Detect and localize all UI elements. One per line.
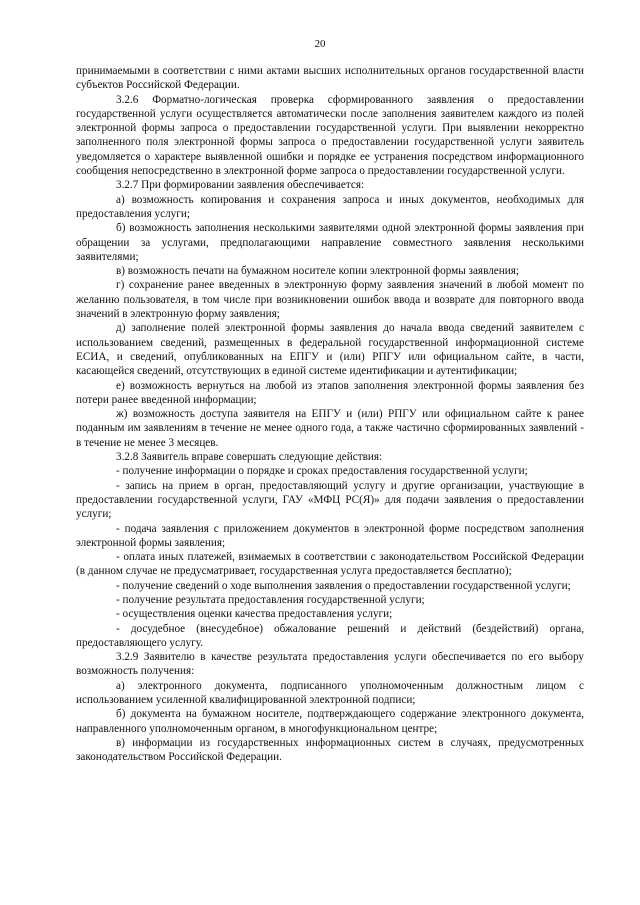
paragraph-3-2-6: 3.2.6 Форматно-логическая проверка сформированного заявления о предоставлении государственной услуги осуществляется автоматически после заполнения заявителем каждого из полей электронной формы запроса о предоставлении государственной услуги. При выявлении некорректно заполненного поля электронной формы запроса о предоставлении государственной услуги заявитель уведомляется о характере выявленной ошибки и порядке ее устранения посредством информационного сообщения непосредственно в электронной форме запроса о предоставлении государственной услуги. [76, 93, 584, 178]
list-item: - подача заявления с приложением документов в электронной форме посредством заполнения электронной формы заявления; [76, 522, 584, 549]
list-item: а) возможность копирования и сохранения запроса и иных документов, необходимых для предоставления услуги; [76, 193, 584, 220]
list-item: а) электронного документа, подписанного уполномоченным должностным лицом с использованием усиленной квалифицированной электронной подписи; [76, 679, 584, 707]
list-item: - осуществления оценки качества предоставления услуги; [116, 608, 393, 621]
list-item: д) заполнение полей электронной формы заявления до начала ввода сведений заявителем с использованием сведений, размещенных в федеральной государственной информационной системе ЕСИА, и сведений, опубликованных на ЕПГУ и (или) РПГУ или официальном сайте, в части, касающейся сведений, отсутствующих в единой системе идентификации и аутентификации; [76, 322, 584, 378]
list-item: - запись на прием в орган, предоставляющий услугу и другие организации, участвующие в предоставлении государственной услуги, ГАУ «МФЦ РС(Я)» для подачи заявления о предоставлении услуги; [76, 479, 584, 521]
paragraph-3-2-9: 3.2.9 Заявителю в качестве результата предоставления услуги обеспечивается по его выбору возможность получения: [76, 651, 584, 678]
list-item: ж) возможность доступа заявителя на ЕПГУ и (или) РПГУ или официальном сайте к ранее поданным им заявлениям в течение не менее одного года, а также частично сформированных заявлений - в течение не менее 3 месяцев. [76, 408, 584, 449]
list-item: - получение результата предоставления государственной услуги; [116, 593, 425, 606]
list-item: в) информации из государственных информационных систем в случаях, предусмотренных законодательством Российской Федерации. [76, 736, 584, 764]
list-item: в) возможность печати на бумажном носителе копии электронной формы заявления; [116, 265, 519, 278]
paragraph-3-2-8: 3.2.8 Заявитель вправе совершать следующие действия: [116, 451, 383, 464]
list-item: б) документа на бумажном носителе, подтверждающего содержание электронного документа, направленного уполномоченным органом, в многофункциональном центре; [76, 708, 584, 735]
paragraph-continuation: принимаемыми в соответствии с ними актами высших исполнительных органов государственной власти субъектов Российской Федерации. [76, 65, 584, 92]
list-item: - досудебное (внесудебное) обжалование решений и действий (бездействий) органа, предоставляющего услугу. [76, 622, 584, 649]
list-item: - получение сведений о ходе выполнения заявления о предоставлении государственной услуги; [116, 579, 571, 592]
paragraph-3-2-7: 3.2.7 При формировании заявления обеспечивается: [116, 179, 365, 192]
document-body [76, 64, 584, 765]
list-item: - оплата иных платежей, взимаемых в соответствии с законодательством Российской Федерации (в данном случае не предусматривает, государственная услуга предоставляется бесплатно); [76, 551, 584, 578]
list-item: г) сохранение ранее введенных в электронную форму заявления значений в любой момент по желанию пользователя, в том числе при возникновении ошибок ввода и возврате для повторного ввода значений в электронную форму заявления; [76, 279, 584, 321]
list-item: б) возможность заполнения несколькими заявителями одной электронной формы заявления при обращении за услугами, предполагающими направление совместного заявления несколькими заявителями; [76, 222, 584, 263]
list-item: е) возможность вернуться на любой из этапов заполнения электронной формы заявления без потери ранее введенной информации; [76, 379, 584, 406]
page-number: 20 [314, 38, 326, 50]
list-item: - получение информации о порядке и сроках предоставления государственной услуги; [116, 465, 528, 478]
